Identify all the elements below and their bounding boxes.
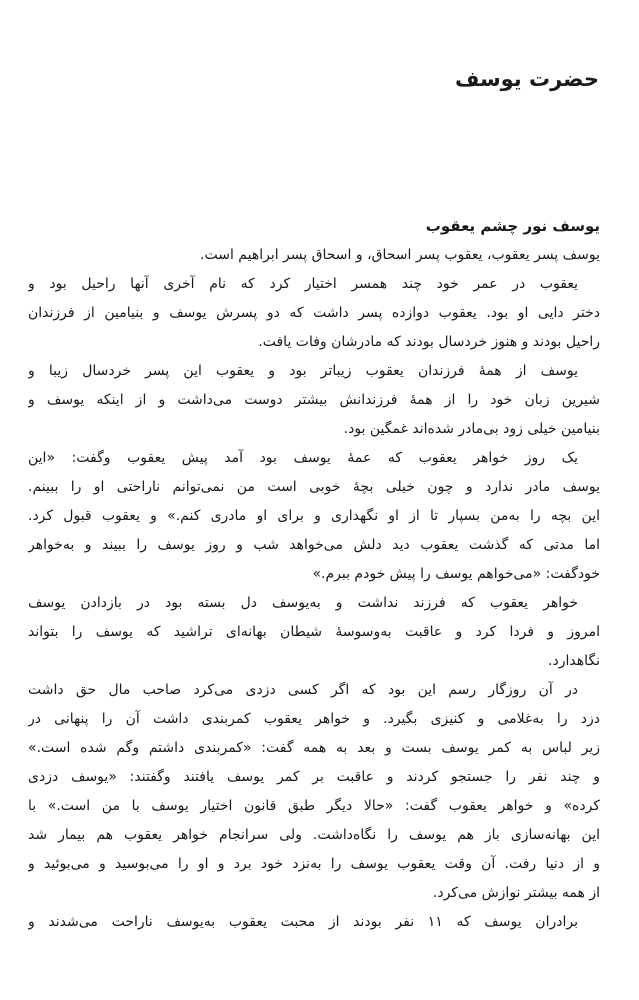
text-line: نگاهدارد. bbox=[548, 653, 600, 669]
text-line: این بچه را به‌من بسپار تا از او نگهداری و برای او مادری کنم.» و یعقوب قبول کرد. bbox=[28, 508, 600, 524]
text-line: این بهانه‌سازی باز هم یوسف را نگاه‌داشت. ولی سرانجام خواهر یعقوب هم بیمار شد bbox=[28, 827, 600, 843]
text-line: خودگفت: «می‌خواهم یوسف را پیش خودم ببرم.» bbox=[312, 566, 600, 582]
text-line: دزد را به‌غلامی و کنیزی بگیرد. و خواهر یعقوب کمربندی داشت آن را پنهانی در bbox=[28, 711, 600, 727]
text-line: راحیل بودند و هنوز خردسال بودند که مادرشان وفات یافت. bbox=[258, 334, 600, 350]
text-line: یعقوب در عمر خود چند همسر اختیار کرد که نام آخری آنها راحیل بود و bbox=[28, 276, 578, 292]
text-line: زیر لباس به کمر یوسف بست و بعد به همه گفت: «کمربندی داشتم وگم شده است.» bbox=[28, 740, 600, 756]
text-line: یوسف از همهٔ فرزندان یعقوب زیباتر بود و یعقوب این پسر خردسال زیبا و bbox=[28, 363, 578, 379]
text-line: از همه بیشتر نوازش می‌کرد. bbox=[432, 885, 600, 901]
text-line: امروز و فردا کرد و عاقبت به‌وسوسهٔ شیطان بهانه‌ای تراشید که یوسف را بتواند bbox=[28, 624, 600, 640]
section-heading: یوسف نور چشم یعقوب bbox=[425, 217, 600, 235]
text-line: بنیامین خیلی زود بی‌مادر شده‌اند غمگین بود. bbox=[343, 421, 600, 437]
text-line: و چند نفر را جستجو کردند و عاقبت بر کمر یوسف یافتند وگفتند: «یوسف دزدی bbox=[28, 769, 600, 785]
text-line: یک روز خواهر یعقوب که عمهٔ یوسف بود آمد پیش یعقوب وگفت: «این bbox=[28, 450, 578, 466]
text-line: خواهر یعقوب که فرزند نداشت و به‌یوسف دل بسته بود در بازدادن یوسف bbox=[28, 595, 578, 611]
body-text bbox=[28, 212, 600, 937]
text-line: کرده» و خواهر یعقوب گفت: «حالا دیگر طبق قانون اختیار یوسف با من است.» با bbox=[28, 798, 600, 814]
text-line: یوسف پسر یعقوب، یعقوب پسر اسحاق، و اسحاق پسر ابراهیم است. bbox=[200, 247, 600, 263]
paragraph-lines bbox=[28, 241, 600, 937]
text-line: شیرین زبان خود را از همهٔ فرزندانش بیشتر دوست می‌داشت و از اینکه یوسف و bbox=[28, 392, 600, 408]
text-line: یوسف مادر ندارد و چون خیلی بچهٔ خوبی است من نمی‌توانم ناراحتی او را ببینم. bbox=[28, 479, 600, 495]
chapter-title: حضرت یوسف bbox=[454, 67, 599, 91]
text-line: برادران یوسف که ۱۱ نفر بودند از محبت یعقوب به‌یوسف ناراحت می‌شدند و bbox=[28, 914, 578, 930]
text-line: در آن روزگار رسم این بود که اگر کسی دزدی می‌کرد صاحب مال حق داشت bbox=[28, 682, 578, 698]
text-line: و از دنیا رفت. آن وقت یعقوب یوسف را به‌نزد خود برد و او را می‌بوسید و می‌بوئید و bbox=[28, 856, 600, 872]
text-line: دختر دایی او بود. یعقوب دوازده پسر داشت که دو پسرش یوسف و بنیامین از فرزندان bbox=[28, 305, 600, 321]
text-line: اما مدتی که گذشت یعقوب دید دلش می‌خواهد شب و روز یوسف را ببیند و به‌خواهر bbox=[28, 537, 600, 553]
